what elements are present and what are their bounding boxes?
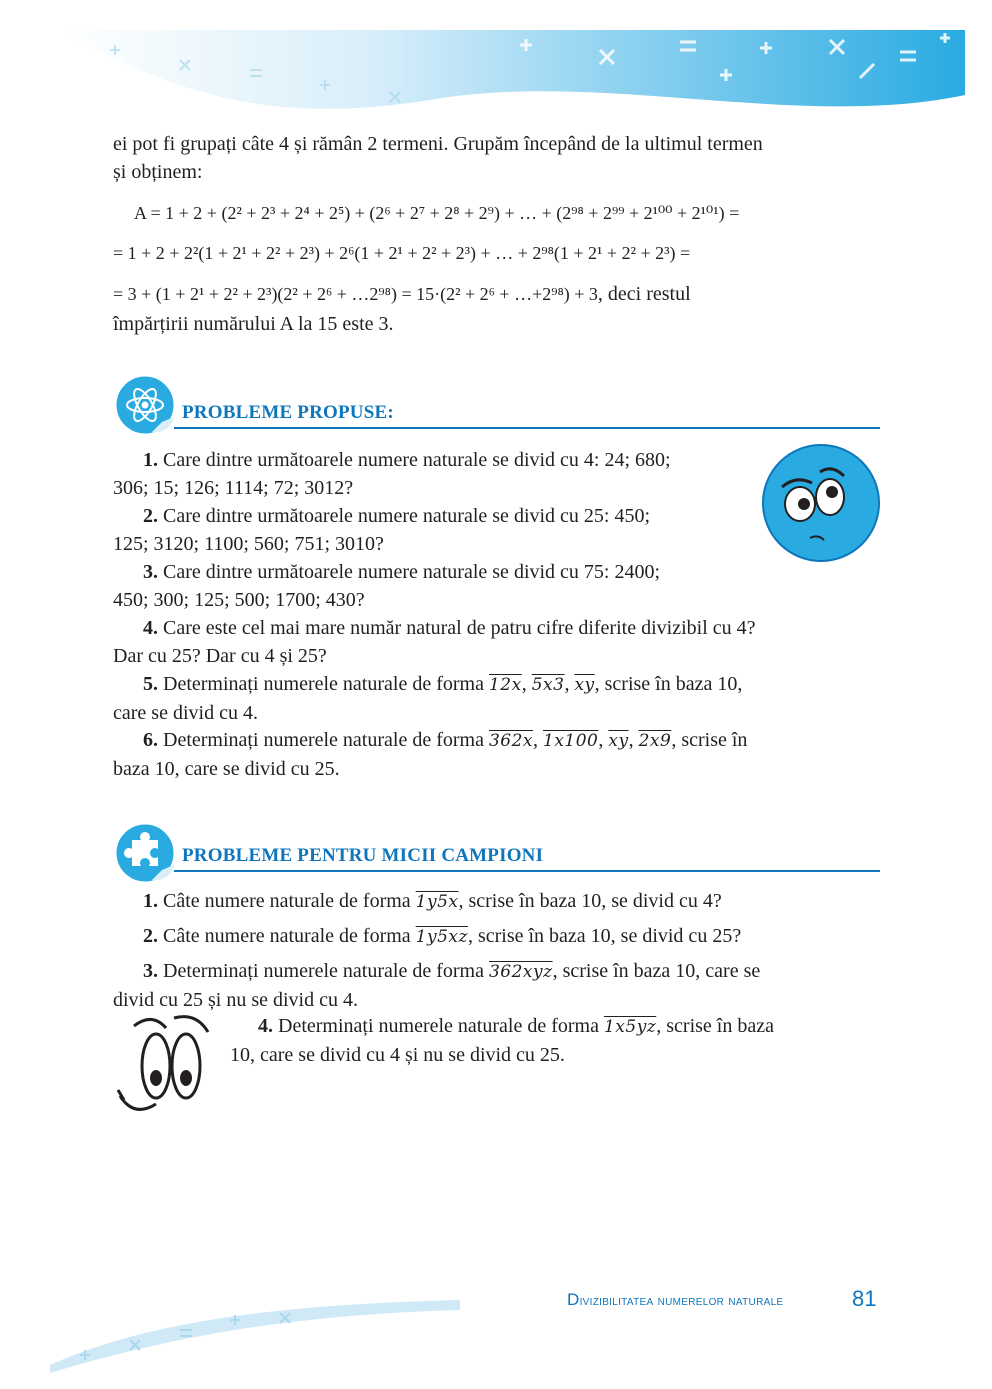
problem-5: 5. Determinați numerele naturale de forma 12x, 5x3, $\overline{xy}$, scrise în baza 10, care se divid cu 4.	[113, 670, 883, 727]
champ-problem-3-cont: divid cu 25 și nu se divid cu 4.	[113, 989, 358, 1011]
intro-text	[113, 130, 879, 186]
form-1x5yz: 1x5yz	[603, 1017, 657, 1037]
problem-5-tail: , scrise în baza 10,	[594, 673, 743, 695]
formula-row-1: A = 1 + 2 + (2² + 2³ + 2⁴ + 2⁵) + (2⁶ + 2⁷ + 2⁸ + 2⁹) + … + (2⁹⁸ + 2⁹⁹ + 2¹⁰⁰ + 2¹⁰¹) =	[134, 203, 740, 223]
section-champions-rule	[174, 870, 880, 872]
page-number: 81	[852, 1286, 877, 1311]
champ-problem-1-tail: , scrise în baza 10, se divid cu 4?	[458, 890, 722, 912]
problem-3	[113, 558, 773, 614]
problem-3-number: 3.	[143, 561, 158, 583]
problem-1	[113, 446, 773, 502]
problem-5-text: Determinați numerele naturale de forma	[163, 673, 484, 695]
problem-6-cont: baza 10, care se divid cu 25.	[113, 758, 340, 780]
problem-1-text: Care dintre următoarele numere naturale se divid cu 4: 24; 680;	[163, 449, 671, 471]
intro-line-1: ei pot fi grupați câte 4 și rămân 2 termeni. Grupăm începând de la ultimul termen	[113, 133, 763, 155]
champ-problem-4-number: 4.	[258, 1015, 273, 1037]
champ-problem-4-cont: 10, care se divid cu 4 și nu se divid cu 25.	[230, 1044, 565, 1066]
thinking-face-illustration	[760, 442, 882, 564]
champ-problem-1-number: 1.	[143, 890, 158, 912]
champ-problem-3	[113, 957, 883, 1014]
puzzle-icon	[112, 820, 178, 886]
cartoon-eyes-illustration	[112, 1008, 222, 1118]
formula-row-3	[113, 283, 691, 306]
problem-2-cont: 125; 3120; 1100; 560; 751; 3010?	[113, 533, 384, 555]
problem-6-tail: , scrise în	[671, 729, 748, 751]
section-problems-rule	[174, 427, 880, 429]
section-champions-title: PROBLEME PENTRU MICII CAMPIONI	[182, 845, 544, 866]
problem-4-number: 4.	[143, 617, 158, 639]
champ-problem-4-text: Determinați numerele naturale de forma	[278, 1015, 599, 1037]
champ-problem-4-tail: , scrise în baza	[656, 1015, 774, 1037]
champ-problem-3-number: 3.	[143, 960, 158, 982]
form-xy: $\overline{xy}$	[574, 675, 595, 695]
champ-problem-2	[113, 922, 883, 951]
form-1x100: 1x100	[543, 731, 599, 751]
form-12x: 12x	[488, 675, 522, 695]
champ-problem-2-number: 2.	[143, 925, 158, 947]
champ-problem-3-text: Determinați numerele naturale de forma	[163, 960, 484, 982]
problem-4	[113, 614, 883, 670]
problem-2-number: 2.	[143, 505, 158, 527]
champ-problem-2-text: Câte numere naturale de forma	[163, 925, 411, 947]
champ-problem-1-text: Câte numere naturale de forma	[163, 890, 411, 912]
formula-conclusion: împărțirii numărului A la 15 este 3.	[113, 313, 394, 335]
form-1y5xz: 1y5xz	[415, 927, 468, 947]
form-xy-2: $\overline{xy}$	[608, 731, 629, 751]
form-5x3: 5x3	[531, 675, 565, 695]
problem-2	[113, 502, 773, 558]
problem-3-cont: 450; 300; 125; 500; 1700; 430?	[113, 589, 365, 611]
problem-6-number: 6.	[143, 729, 158, 751]
champ-problem-2-tail: , scrise în baza 10, se divid cu 25?	[467, 925, 742, 947]
header-banner	[0, 0, 992, 125]
formula-row-3-tail: , deci restul	[597, 283, 691, 305]
atom-icon	[112, 372, 178, 438]
problem-3-text: Care dintre următoarele numere naturale se divid cu 75: 2400;	[163, 561, 661, 583]
problem-2-text: Care dintre următoarele numere naturale se divid cu 25: 450;	[163, 505, 651, 527]
champ-problem-4	[230, 1012, 882, 1069]
section-problems-title: PROBLEME PROPUSE:	[182, 402, 394, 423]
form-2x9: 2x9	[638, 731, 672, 751]
form-1y5x: 1y5x	[415, 892, 459, 912]
footer-decoration	[40, 1285, 460, 1375]
form-362x: 362x	[488, 731, 534, 751]
problem-5-cont: care se divid cu 4.	[113, 702, 258, 724]
problem-4-text: Care este cel mai mare număr natural de patru cifre diferite divizibil cu 4?	[163, 617, 756, 639]
champ-problem-1	[113, 887, 883, 916]
formula-row-2: = 1 + 2 + 2²(1 + 2¹ + 2² + 2³) + 2⁶(1 + 2¹ + 2² + 2³) + … + 2⁹⁸(1 + 2¹ + 2² + 2³) =	[113, 243, 691, 263]
problem-4-cont: Dar cu 25? Dar cu 4 și 25?	[113, 645, 327, 667]
champ-problem-3-tail: , scrise în baza 10, care se	[552, 960, 761, 982]
intro-line-2: și obținem:	[113, 161, 203, 183]
problem-1-number: 1.	[143, 449, 158, 471]
problem-6-text: Determinați numerele naturale de forma	[163, 729, 484, 751]
section-problems-header	[112, 372, 880, 442]
form-362xyz: 362xyz	[488, 962, 553, 982]
section-champions-header	[112, 820, 880, 890]
chapter-title: Divizibilitatea numerelor naturale	[567, 1290, 784, 1309]
problem-6: 6. Determinați numerele naturale de forma 362x, 1x100, $\overline{xy}$, 2x9, scrise în baza 10, care se divid cu 25.	[113, 726, 883, 783]
problem-1-cont: 306; 15; 126; 1114; 72; 3012?	[113, 477, 354, 499]
formula-row-3-expr: = 3 + (1 + 2¹ + 2² + 2³)(2² + 2⁶ + …2⁹⁸) = 15·(2² + 2⁶ + …+2⁹⁸) + 3	[113, 284, 598, 304]
problem-5-number: 5.	[143, 673, 158, 695]
